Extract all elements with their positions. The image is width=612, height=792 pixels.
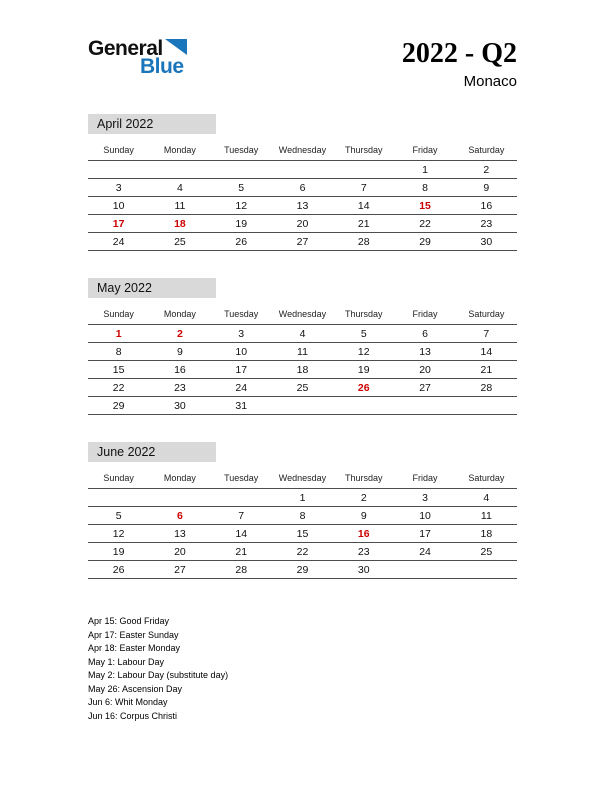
date-cell: 4 — [177, 181, 183, 194]
date-cell: 19 — [112, 545, 125, 558]
date-cell: 27 — [296, 235, 309, 248]
date-cell: 28 — [235, 563, 248, 576]
day-header: Thursday — [345, 309, 383, 319]
date-cell: 31 — [235, 399, 248, 412]
date-cell: 24 — [235, 381, 248, 394]
date-cell: 8 — [299, 509, 306, 522]
date-cell: 10 — [419, 509, 431, 522]
date-cell: 16 — [357, 527, 370, 540]
week-row — [88, 325, 517, 343]
holiday-list — [88, 615, 517, 723]
date-cell: 29 — [112, 399, 125, 412]
date-cell: 8 — [422, 181, 428, 194]
date-cell: 25 — [480, 545, 493, 558]
date-cell — [211, 489, 272, 507]
date-cell: 20 — [419, 363, 431, 376]
date-cell: 2 — [483, 163, 490, 176]
date-cell — [456, 397, 517, 415]
holiday-note: Apr 18: Easter Monday — [88, 643, 181, 653]
date-cell — [456, 561, 517, 579]
holiday-note: Jun 6: Whit Monday — [88, 697, 168, 707]
week-row — [88, 161, 517, 179]
date-cell — [88, 489, 149, 507]
day-header: Tuesday — [224, 309, 259, 319]
date-cell: 19 — [235, 217, 248, 230]
title-block — [402, 38, 517, 90]
date-cell: 24 — [112, 235, 125, 248]
date-cell: 11 — [480, 509, 492, 522]
date-cell: 17 — [112, 217, 125, 230]
date-cell: 22 — [112, 381, 125, 394]
date-cell: 14 — [235, 527, 248, 540]
date-cell: 14 — [357, 199, 370, 212]
date-cell: 30 — [480, 235, 493, 248]
week-row — [88, 197, 517, 215]
date-cell: 12 — [235, 199, 248, 212]
page-title: 2022 - Q2 — [401, 38, 517, 69]
date-cell: 15 — [112, 363, 125, 376]
week-row — [88, 379, 517, 397]
page-subtitle: Monaco — [463, 73, 517, 90]
date-cell: 26 — [235, 235, 248, 248]
date-cell: 6 — [422, 327, 428, 340]
week-row — [88, 525, 517, 543]
date-cell: 25 — [296, 381, 309, 394]
date-cell: 5 — [115, 509, 122, 522]
week-row — [88, 343, 517, 361]
day-header: Thursday — [345, 145, 383, 155]
date-cell: 21 — [235, 545, 248, 558]
date-cell — [394, 561, 455, 579]
date-cell: 20 — [296, 217, 309, 230]
date-cell: 20 — [174, 545, 186, 558]
date-cell: 25 — [174, 235, 186, 248]
date-cell: 10 — [235, 345, 248, 358]
day-header: Tuesday — [224, 145, 259, 155]
date-cell: 9 — [360, 509, 367, 522]
date-cell: 8 — [115, 345, 122, 358]
date-cell: 29 — [296, 563, 309, 576]
date-cell: 19 — [357, 363, 370, 376]
date-cell: 14 — [480, 345, 493, 358]
day-header: Friday — [412, 309, 438, 319]
calendar-table — [88, 305, 517, 415]
week-row — [88, 543, 517, 561]
week-row — [88, 507, 517, 525]
holiday-note: Apr 15: Good Friday — [88, 616, 170, 626]
month-label: June 2022 — [88, 442, 216, 462]
date-cell: 4 — [299, 327, 306, 340]
date-cell: 24 — [419, 545, 431, 558]
week-row — [88, 561, 517, 579]
day-header-row — [88, 305, 517, 325]
month-label: May 2022 — [88, 278, 216, 298]
week-row — [88, 489, 517, 507]
day-header: Wednesday — [278, 145, 327, 155]
date-cell: 5 — [238, 181, 245, 194]
month-section — [88, 278, 517, 415]
calendar-table — [88, 469, 517, 579]
date-cell: 10 — [112, 199, 125, 212]
holiday-note: Jun 16: Corpus Christi — [88, 710, 178, 721]
holiday-note: Apr 17: Easter Sunday — [88, 629, 179, 640]
date-cell: 2 — [360, 491, 367, 504]
date-cell: 16 — [480, 199, 493, 212]
months-container — [88, 114, 517, 579]
date-cell — [272, 397, 333, 415]
date-cell: 12 — [357, 345, 370, 358]
date-cell: 6 — [299, 181, 306, 194]
day-header: Wednesday — [278, 473, 327, 483]
date-cell: 1 — [299, 491, 306, 504]
date-cell: 21 — [357, 217, 370, 230]
day-header: Tuesday — [224, 473, 259, 483]
holiday-note: May 1: Labour Day — [88, 656, 165, 667]
day-header: Saturday — [468, 145, 505, 155]
date-cell — [272, 161, 333, 179]
day-header: Saturday — [468, 473, 505, 483]
date-cell: 17 — [235, 363, 248, 376]
day-header: Monday — [163, 473, 196, 483]
day-header: Friday — [412, 145, 438, 155]
calendar-table — [88, 141, 517, 251]
day-header: Monday — [163, 309, 196, 319]
month-section — [88, 114, 517, 251]
week-row — [88, 361, 517, 379]
date-cell: 16 — [174, 363, 186, 376]
date-cell: 28 — [357, 235, 370, 248]
date-cell: 3 — [238, 327, 245, 340]
date-cell: 26 — [112, 563, 125, 576]
logo-word-general: General — [88, 37, 163, 60]
date-cell — [149, 489, 210, 507]
date-cell: 23 — [174, 381, 186, 394]
date-cell: 23 — [357, 545, 370, 558]
day-header-row — [88, 141, 517, 161]
date-cell: 30 — [174, 399, 186, 412]
date-cell: 9 — [177, 345, 183, 358]
date-cell: 7 — [238, 509, 245, 522]
general-blue-logo — [88, 38, 187, 77]
date-cell: 1 — [422, 163, 428, 176]
date-cell: 17 — [419, 527, 431, 540]
week-row — [88, 179, 517, 197]
month-label: April 2022 — [88, 114, 216, 134]
date-cell: 18 — [480, 527, 493, 540]
date-cell: 26 — [357, 381, 370, 394]
date-cell: 7 — [483, 327, 490, 340]
holiday-note: May 2: Labour Day (substitute day) — [88, 670, 229, 680]
date-cell: 3 — [115, 181, 122, 194]
date-cell: 11 — [174, 199, 186, 212]
date-cell: 7 — [360, 181, 367, 194]
week-row — [88, 397, 517, 415]
date-cell: 27 — [174, 563, 186, 576]
date-cell: 15 — [296, 527, 309, 540]
date-cell: 11 — [297, 345, 308, 358]
logo-word-blue: Blue — [140, 55, 184, 78]
date-cell — [88, 161, 149, 179]
date-cell — [333, 397, 394, 415]
day-header: Monday — [163, 145, 196, 155]
date-cell: 4 — [483, 491, 490, 504]
date-cell: 21 — [480, 363, 493, 376]
date-cell: 22 — [419, 217, 431, 230]
date-cell: 5 — [360, 327, 367, 340]
date-cell: 12 — [112, 527, 125, 540]
date-cell — [394, 397, 455, 415]
date-cell: 30 — [357, 563, 370, 576]
date-cell: 2 — [177, 327, 183, 340]
date-cell: 13 — [296, 199, 309, 212]
date-cell: 9 — [483, 181, 490, 194]
date-cell — [149, 161, 210, 179]
holiday-note: May 26: Ascension Day — [88, 683, 183, 694]
date-cell — [211, 161, 272, 179]
day-header: Sunday — [103, 473, 134, 483]
date-cell — [333, 161, 394, 179]
date-cell: 18 — [174, 217, 186, 230]
page-header — [88, 38, 517, 106]
date-cell: 28 — [480, 381, 493, 394]
day-header: Sunday — [103, 145, 134, 155]
day-header-row — [88, 469, 517, 489]
day-header: Wednesday — [278, 309, 327, 319]
date-cell: 13 — [419, 345, 431, 358]
week-row — [88, 233, 517, 251]
day-header: Saturday — [468, 309, 505, 319]
month-section — [88, 442, 517, 579]
day-header: Sunday — [103, 309, 134, 319]
date-cell: 29 — [419, 235, 431, 248]
date-cell: 15 — [419, 199, 431, 212]
date-cell: 13 — [174, 527, 186, 540]
date-cell: 23 — [480, 217, 493, 230]
day-header: Thursday — [345, 473, 383, 483]
date-cell: 6 — [177, 509, 183, 522]
date-cell: 22 — [296, 545, 309, 558]
week-row — [88, 215, 517, 233]
date-cell: 18 — [296, 363, 309, 376]
day-header: Friday — [412, 473, 438, 483]
date-cell: 1 — [115, 327, 122, 340]
date-cell: 27 — [419, 381, 431, 394]
date-cell: 3 — [422, 491, 428, 504]
